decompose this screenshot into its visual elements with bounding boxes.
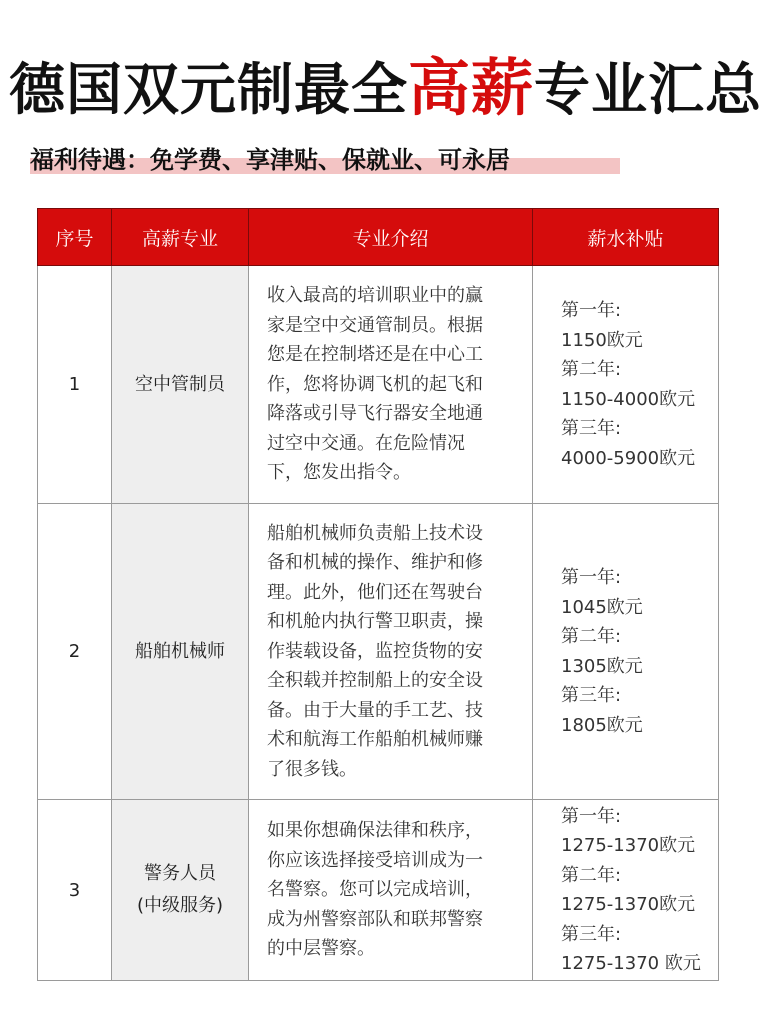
major-line: 警务人员 xyxy=(144,863,216,884)
salary-line: 1305欧元 xyxy=(561,655,643,677)
salary-line: 第二年: xyxy=(561,359,622,380)
salary-line: 第一年: xyxy=(561,300,622,321)
majors-table xyxy=(37,208,719,981)
salary-line: 第二年: xyxy=(561,864,622,886)
row-intro xyxy=(249,800,533,981)
header-major: 高薪专业 xyxy=(112,209,249,266)
row-intro xyxy=(249,266,533,504)
table-row xyxy=(38,504,719,800)
salary-line: 1275-1370 欧元 xyxy=(561,953,701,974)
salary-line: 1275-1370欧元 xyxy=(561,835,696,856)
salary-line: 第三年: xyxy=(561,685,622,706)
row-salary xyxy=(533,504,719,800)
row-intro xyxy=(249,504,533,800)
intro-line: 成为州警察部队和联邦警察 xyxy=(267,908,483,930)
intro-line: 理。此外，他们还在驾驶台 xyxy=(267,581,483,603)
subtitle-block xyxy=(30,140,510,175)
salary-line: 1150-4000欧元 xyxy=(561,388,696,410)
intro-line: 您是在控制塔还是在中心工 xyxy=(267,344,483,366)
row-number: 1 xyxy=(38,266,112,504)
intro-line: 和机舱内执行警卫职责，操 xyxy=(267,611,483,633)
intro-line: 下，您发出指令。 xyxy=(267,462,411,484)
intro-line: 收入最高的培训职业中的赢 xyxy=(267,285,483,307)
salary-line: 第三年: xyxy=(561,923,622,945)
title-suffix: 专业汇总 xyxy=(534,58,762,123)
intro-line: 家是空中交通管制员。根据 xyxy=(267,314,483,336)
salary-line: 1045欧元 xyxy=(561,596,643,618)
header-intro: 专业介绍 xyxy=(249,209,533,266)
row-major xyxy=(112,266,249,504)
title-prefix: 德国双元制最全 xyxy=(8,58,408,123)
salary-line: 4000-5900欧元 xyxy=(561,447,696,469)
intro-line: 了很多钱。 xyxy=(267,758,357,780)
row-number: 3 xyxy=(38,800,112,981)
intro-line: 你应该选择接受培训成为一 xyxy=(267,849,483,871)
salary-line: 1275-1370欧元 xyxy=(561,894,696,915)
subtitle: 福利待遇：免学费、享津贴、保就业、可永居 xyxy=(30,145,510,174)
header-salary: 薪水补贴 xyxy=(533,209,719,266)
row-salary xyxy=(533,800,719,981)
header-number: 序号 xyxy=(38,209,112,266)
intro-line: 降落或引导飞行器安全地通 xyxy=(267,403,483,425)
table-row xyxy=(38,266,719,504)
row-salary xyxy=(533,266,719,504)
row-major xyxy=(112,504,249,800)
intro-line: 名警察。您可以完成培训， xyxy=(267,879,483,901)
intro-line: 全积载并控制船上的安全设 xyxy=(267,670,483,692)
page-title xyxy=(0,38,771,127)
salary-line: 1805欧元 xyxy=(561,714,643,736)
salary-line: 第三年: xyxy=(561,418,622,439)
intro-line: 备和机械的操作、维护和修 xyxy=(267,552,483,574)
intro-line: 如果你想确保法律和秩序， xyxy=(267,820,483,842)
table-row xyxy=(38,800,719,981)
major-line: (中级服务) xyxy=(136,895,224,916)
intro-line: 术和航海工作船舶机械师赚 xyxy=(267,729,483,751)
intro-line: 的中层警察。 xyxy=(267,938,375,960)
intro-line: 过空中交通。在危险情况 xyxy=(267,432,465,454)
major-line: 空中管制员 xyxy=(135,373,225,395)
salary-line: 第一年: xyxy=(561,805,622,827)
salary-line: 1150欧元 xyxy=(561,329,643,351)
table-header-row xyxy=(38,209,719,266)
title-highlight: 高薪 xyxy=(407,51,534,124)
intro-line: 船舶机械师负责船上技术设 xyxy=(267,522,483,544)
major-line: 船舶机械师 xyxy=(135,640,225,662)
row-major xyxy=(112,800,249,981)
salary-line: 第二年: xyxy=(561,626,622,647)
row-number: 2 xyxy=(38,504,112,800)
salary-line: 第一年: xyxy=(561,567,622,588)
intro-line: 备。由于大量的手工艺、技 xyxy=(267,699,483,721)
intro-line: 作，您将协调飞机的起飞和 xyxy=(267,373,483,395)
intro-line: 作装载设备，监控货物的安 xyxy=(267,640,483,662)
